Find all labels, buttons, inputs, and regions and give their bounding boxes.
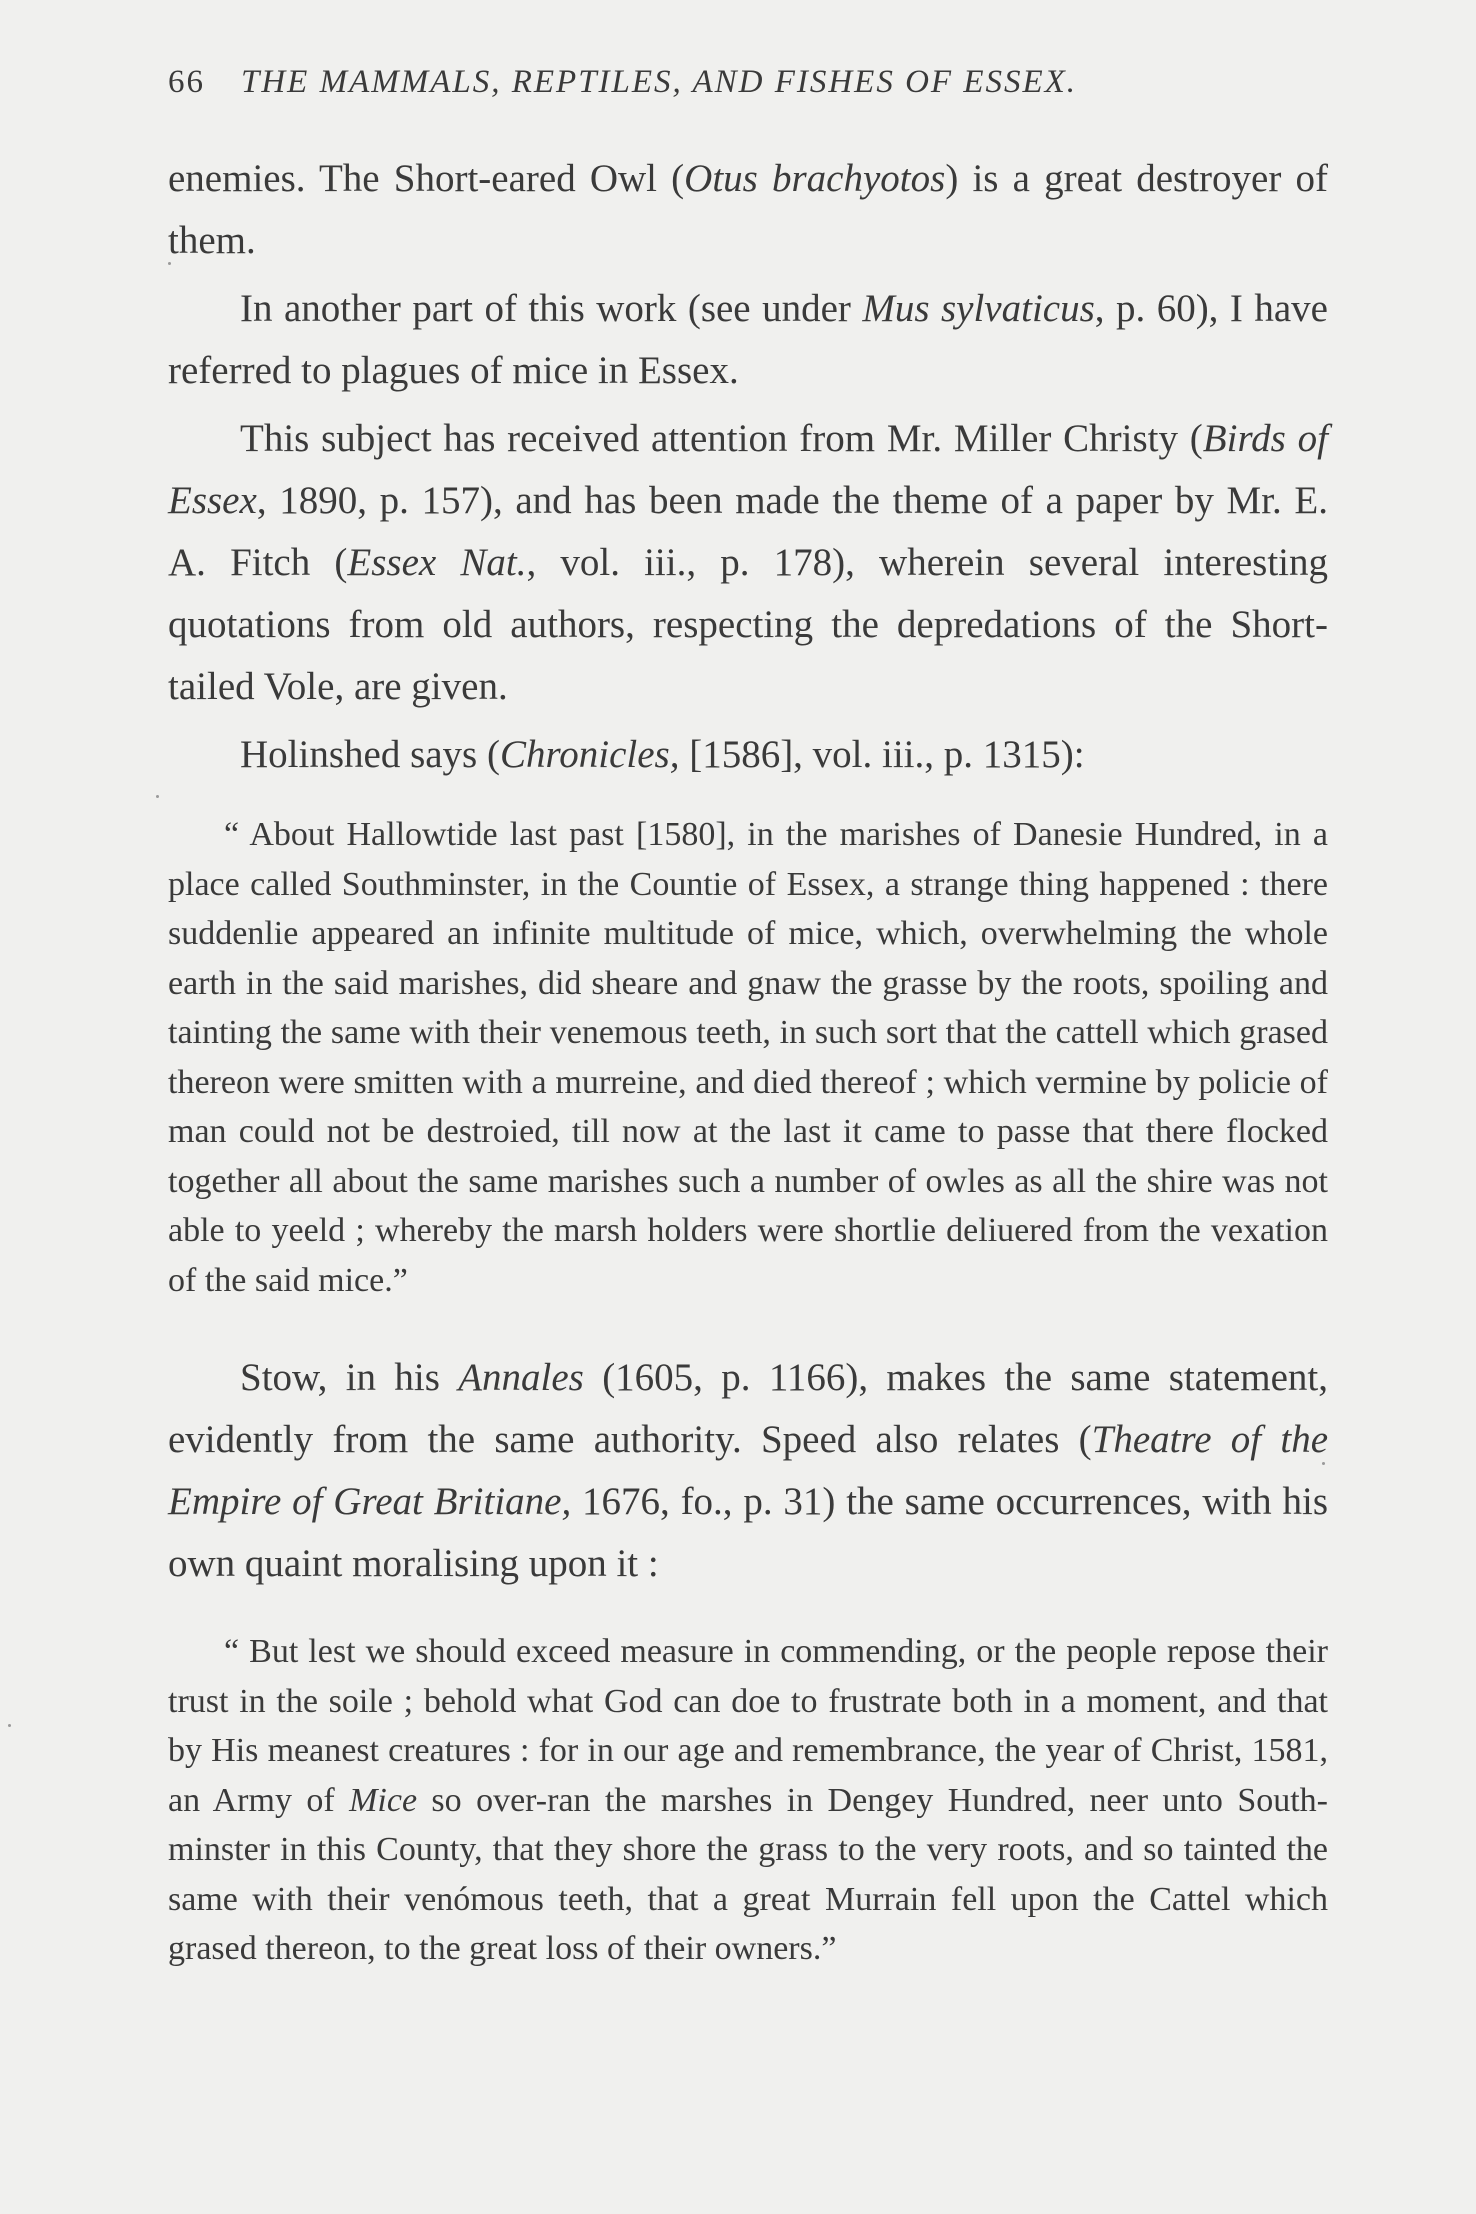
text-run: so over-ran the marshes in Dengey Hundred, neer unto South-minster in this County, that they shore the grass to the very roots, and so tainted the same with their venómous teeth, that a great Murrain fell upon the Cattel which grased thereon, to the great loss of their owners.”: [168, 1781, 1328, 1967]
text-run: (1605, p. 1166), makes the same statement, evidently from the same authority. Speed also relates (: [168, 1356, 1328, 1461]
paper-speck: [168, 262, 171, 265]
body-text: [168, 148, 1328, 1974]
paragraph-stow-speed: [168, 1347, 1328, 1595]
italic-run: Birds of Essex: [168, 417, 1328, 522]
text-run: ) is a great destroyer of them.: [168, 157, 1328, 262]
italic-run: Chronicles,: [499, 733, 680, 776]
text-run: 1676, fo., p. 31) the same occurrences, with his own quaint moralising upon it :: [168, 1480, 1328, 1585]
quotation-holinshed: “ About Hallowtide last past [1580], in the marishes of Danesie Hundred, in a place called Southminster, in the Countie of Essex, a strange thing happened : there suddenlie appeared an infinite multitude of mice, which, overwhelming the whole earth in the said marishes, did sheare and gnaw the grasse by the roots, spoiling and tainting the same with their venemous teeth, in such sort that the cattell which grased thereon were smitten with a murreine, and died thereof ; which vermine by policie of man could not be destroied, till now at the last it came to passe that there flocked together all about the same marishes such a number of owles as all the shire was not able to yeeld ; whereby the marsh holders were shortlie deliuered from the vexation of the said mice.”: [168, 816, 1328, 1299]
paragraph-christy: [168, 408, 1328, 718]
text-run: “ But lest we should exceed measure in commending, or the people repose their trust in the soile ; behold what God can doe to frustrate both in a moment, and that by His meanest creatures : for in our age and remembrance, the year of Christ, 1581, an Army of: [168, 1633, 1328, 1819]
italic-run: Theatre of the Empire of Great Britiane,: [168, 1418, 1329, 1523]
page-number: 66: [168, 64, 205, 100]
running-header: [168, 64, 1268, 101]
text-run: In another part of this work (see under: [240, 287, 863, 330]
italic-run: Annales: [458, 1356, 584, 1399]
running-title: THE MAMMALS, REPTILES, AND FISHES OF ESSEX.: [241, 64, 1078, 100]
italic-run: Essex Nat.: [347, 541, 527, 584]
paragraph-holinshed: [168, 724, 1328, 786]
text-run: , p. 60), I have referred to plagues of mice in Essex.: [168, 287, 1328, 392]
quotation-speed: [168, 1627, 1328, 1974]
text-run: This subject has received attention from Mr. Miller Christy (: [240, 417, 1203, 460]
text-run: , 1890, p. 157), and has been made the theme of a paper by Mr. E. A. Fitch (: [168, 479, 1328, 584]
text-run: , vol. iii., p. 178), wherein several interesting quotations from old authors, respecting the depredations of the Short-tailed Vole, are given.: [168, 541, 1329, 708]
paper-speck: [1322, 1462, 1325, 1465]
text-run: Holinshed says (: [240, 733, 500, 776]
italic-run: Mus sylvaticus: [862, 287, 1095, 330]
italic-run: Mice: [349, 1781, 418, 1819]
paper-speck: [8, 1724, 11, 1727]
italic-run: Otus brachyotos: [684, 157, 946, 200]
paper-speck: [156, 795, 159, 798]
text-run: enemies. The Short-eared Owl (: [168, 157, 685, 200]
paragraph-plagues: [168, 278, 1328, 402]
text-run: [1586], vol. iii., p. 1315):: [679, 733, 1085, 776]
text-run: Stow, in his: [240, 1356, 459, 1399]
paragraph-owl: [168, 148, 1328, 272]
